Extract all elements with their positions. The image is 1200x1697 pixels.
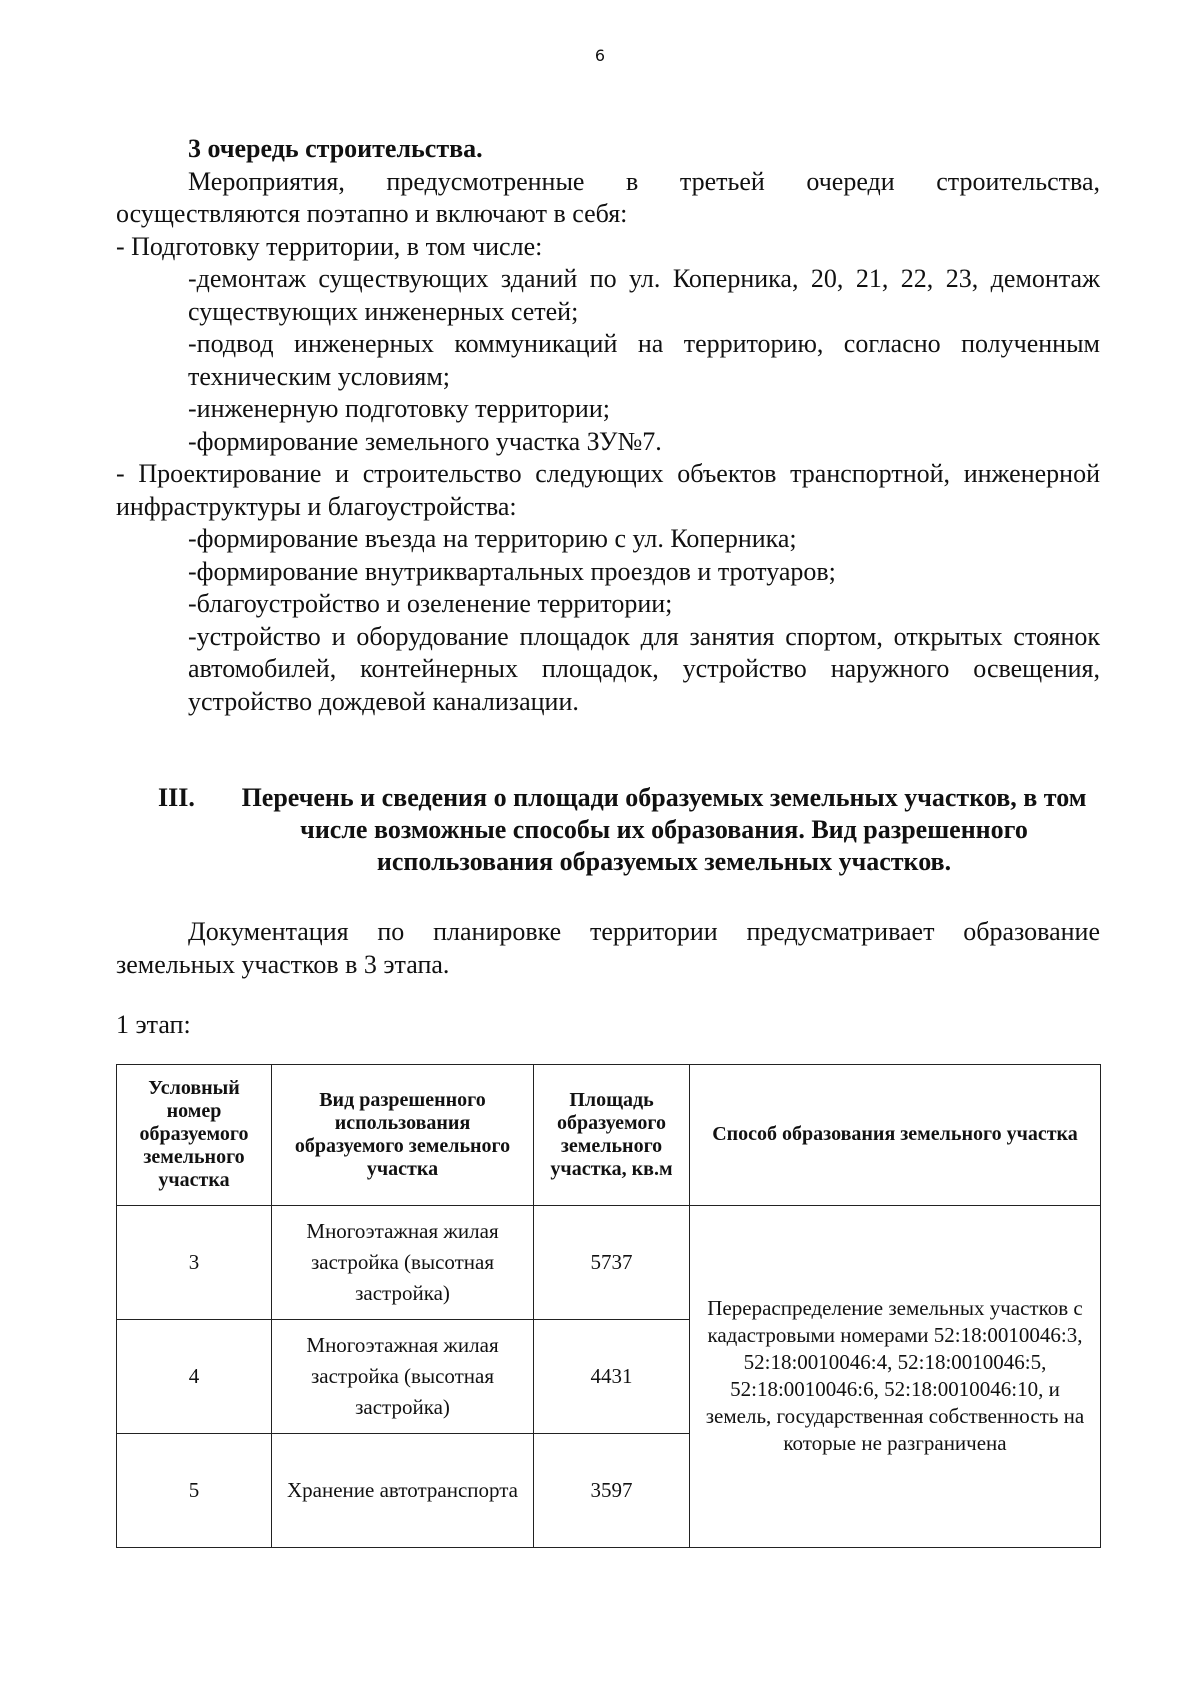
section-number: III. xyxy=(158,783,195,812)
design-title: - Проектирование и строительство следующих объектов транспортной, инженерной инфраструктуры и благоустройства: xyxy=(116,459,1100,521)
prep-item: -демонтаж существующих зданий по ул. Коперника, 20, 21, 22, 23, демонтаж существующих инженерных сетей; xyxy=(188,264,1100,326)
header-plot-number: Условный номер образуемого земельного участка xyxy=(117,1064,272,1205)
land-plots-table xyxy=(116,1064,1101,1548)
cell-area: 3597 xyxy=(534,1433,690,1547)
prep-item: -инженерную подготовку территории; xyxy=(188,394,610,423)
section-heading xyxy=(116,782,1100,878)
prep-item: -подвод инженерных коммуникаций на территорию, согласно полученным техническим условиям; xyxy=(188,329,1100,391)
cell-plot-number: 5 xyxy=(117,1433,272,1547)
cell-permitted-use: Многоэтажная жилая застройка (высотная застройка) xyxy=(272,1205,534,1319)
design-item: -формирование внутриквартальных проездов и тротуаров; xyxy=(188,556,836,586)
stage3-heading: 3 очередь строительства. xyxy=(188,134,483,163)
header-formation-method: Способ образования земельного участка xyxy=(690,1064,1101,1205)
table-header-row xyxy=(117,1064,1101,1205)
stage3-intro: Мероприятия, предусмотренные в третьей очереди строительства, осуществляются поэтапно и включают в себя: xyxy=(116,166,1100,228)
cell-plot-number: 4 xyxy=(117,1319,272,1433)
prep-item: -формирование земельного участка ЗУ№7. xyxy=(188,426,662,456)
prep-title: - Подготовку территории, в том числе: xyxy=(116,231,543,261)
design-item: -благоустройство и озеленение территории; xyxy=(188,589,673,618)
header-permitted-use: Вид разрешенного использования образуемого земельного участка xyxy=(272,1064,534,1205)
cell-permitted-use: Многоэтажная жилая застройка (высотная застройка) xyxy=(272,1319,534,1433)
design-item: -устройство и оборудование площадок для занятия спортом, открытых стоянок автомобилей, контейнерных площадок, устройство наружного освещения, устройство дождевой канализации. xyxy=(188,621,1100,716)
intro-paragraph: Документация по планировке территории предусматривает образование земельных участков в 3 этапа. xyxy=(116,917,1100,979)
document-body xyxy=(116,133,1100,1548)
cell-area: 4431 xyxy=(534,1319,690,1433)
header-area: Площадь образуемого земельного участка, кв.м xyxy=(534,1064,690,1205)
design-item: -формирование въезда на территорию с ул. Коперника; xyxy=(188,524,797,553)
stage-label: 1 этап: xyxy=(116,1010,191,1039)
page-number: 6 xyxy=(594,46,606,65)
cell-plot-number: 3 xyxy=(117,1205,272,1319)
cell-formation-method: Перераспределение земельных участков с кадастровыми номерами 52:18:0010046:3, 52:18:0010046:4, 52:18:0010046:5, 52:18:0010046:6, 52:18:0010046:10, и земель, государственная собственность на которые не разграничена xyxy=(690,1205,1101,1547)
cell-area: 5737 xyxy=(534,1205,690,1319)
cell-permitted-use: Хранение автотранспорта xyxy=(272,1433,534,1547)
section-title: Перечень и сведения о площади образуемых земельных участков, в том числе возможные способы их образования. Вид разрешенного использования образуемых земельных участков. xyxy=(241,783,1087,876)
table-row xyxy=(117,1205,1101,1319)
